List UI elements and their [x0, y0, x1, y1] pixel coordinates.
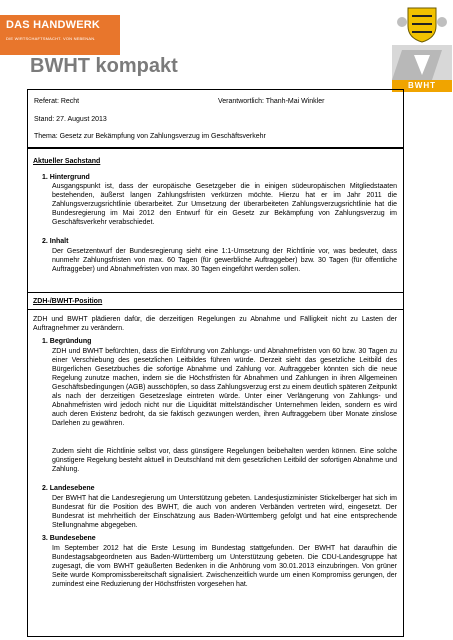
section-divider — [27, 292, 404, 293]
position-intro: ZDH und BWHT plädieren dafür, die derzeitigen Regelungen zu Abnahme und Fälligkeit nicht zu Lasten der Auftragnehmer zu verändern. — [33, 316, 397, 332]
item-text-bundesebene: Im September 2012 hat die Erste Lesung im Bundestag stattgefunden. Der BWHT hat daraufhin die Bundestagsabgeordneten aus Baden-Württemberg um Unterstützung gebeten. Die CDU-Landesgruppe hat zugesagt, die vom BWHT geäußerten Bedenken in die Anhörung vom 30.01.2013 einzubringen. Von grüner Seite wurde Kompromissbereitschaft signalisiert. Zwischenzeitlich wurde um einen Kompromiss gerungen, der zumindest eine Reduzierung der Höchstfristen vorgesehen hat. — [52, 545, 397, 588]
item-text-begruendung: ZDH und BWHT befürchten, dass die Einführung von Zahlungs- und Abnahmefristen von 60 bzw. 30 Tagen zu einer Verschiebung des gesetzlichen Leitbildes führen würde. Derzeit sieht das gesetzliche Leitbild des Bürgerlichen Gesetzbuches die sofortige Abnahme und Zahlung vor. Auftraggeber könnten sich die neue Regelung zunutze machen, indem sie die Höchstfristen für Abnahmen und Zahlungen in ihren Allgemeinen Geschäftsbedingungen (AGB) ausschöpfen, so dass Zahlungsverzug erst zu einem deutlich späteren Zeitpunkt als nach der derzeitigen Gesetzeslage eintreten würde. Unter einer Verlängerung von Zahlungs- und Abnahmefristen wird jedoch nicht nur die Liquidität mittelständischer Unternehmen leiden, sondern es wird auch deren Existenz bedroht, da sie faktisch gezwungen werden, ihren Auftraggebern über Monate zinslose Darlehen zu gewähren. — [52, 348, 397, 427]
page-title: BWHT kompakt — [30, 55, 178, 77]
item-heading-hintergrund: 1. Hintergrund — [42, 174, 90, 181]
item-text-begruendung-2: Zudem sieht die Richtlinie selbst vor, dass günstigere Regelungen beibehalten werden können. Eine solche günstigere Regelung besteht aktuell in Deutschland mit dem gesetzlichen Leitbild der sofortigen Abnahme und Zahlung. — [52, 448, 397, 473]
section-divider — [27, 309, 404, 310]
item-heading-inhalt: 2. Inhalt — [42, 238, 69, 245]
item-text-hintergrund: Ausgangspunkt ist, dass der europäische Gesetzgeber die in einigen südeuropäischen Mitgliedstaaten bestehenden, äußerst langen Zahlungsfristen verkürzen möchte. Hierzu hat er im Jahr 2011 die Zahlungsverzugsrichtlinie überarbeitet. Zur Umsetzung der überarbeiteten Zahlungsverzugsrichtlinie hat die Bundesregierung im Mai 2012 den Entwurf für ein Gesetz zur Bekämpfung von Zahlungsverzug im Geschäftsverkehr verabschiedet. — [52, 183, 397, 226]
logo-name: DAS HANDWERK — [6, 19, 101, 31]
item-heading-landesebene: 2. Landesebene — [42, 485, 95, 492]
section-title-aktuell: Aktueller Sachstand — [33, 158, 101, 165]
document-header — [27, 89, 404, 149]
item-text-inhalt: Der Gesetzentwurf der Bundesregierung sieht eine 1:1-Umsetzung der Richtlinie vor, was bedeutet, dass nunmehr Zahlungsfristen von max. 60 Tagen (für gewerbliche Auftraggeber) bzw. 30 Tagen (für öffentliche Auftraggeber) und Abnahmefristen von max. 30 Tagen eingeführt werden sollen. — [52, 248, 397, 273]
logo-tagline: DIE WIRTSCHAFTSMACHT. VON NEBENAN. — [6, 36, 96, 41]
verantwortlich: Verantwortlich: Thanh-Mai Winkler — [218, 98, 325, 105]
referat: Referat: Recht — [34, 98, 80, 105]
section-title-position: ZDH-/BWHT-Position — [33, 298, 103, 305]
item-heading-begruendung: 1. Begründung — [42, 338, 92, 345]
item-text-landesebene: Der BWHT hat die Landesregierung um Unterstützung gebeten. Landesjustizminister Stickelberger hat sich im Bundesrat für die Position des BWHT, die auch von anderen Verbänden vertreten wird, eingesetzt. Der Bundesrat ist mehrheitlich der Einschätzung aus Baden-Württemberg gefolgt und hat eine entsprechende Stellungnahme abgegeben. — [52, 495, 397, 529]
state-crest-icon — [392, 4, 452, 44]
item-heading-bundesebene: 3. Bundesebene — [42, 535, 96, 542]
bwht-label: BWHT — [392, 80, 452, 92]
thema: Thema: Gesetz zur Bekämpfung von Zahlungsverzug im Geschäftsverkehr — [34, 133, 266, 140]
stand: Stand: 27. August 2013 — [34, 116, 107, 123]
